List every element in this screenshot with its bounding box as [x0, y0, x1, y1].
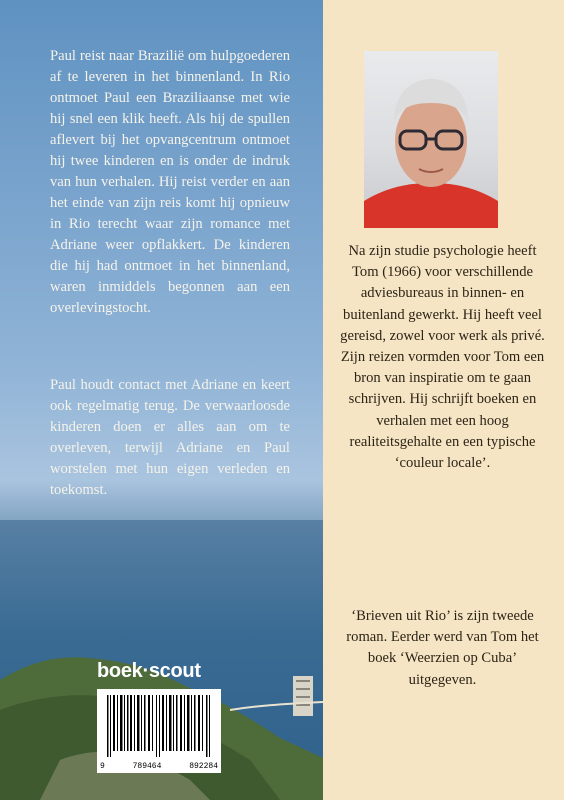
author-bio-paragraph-1: Na zijn studie psychologie heeft Tom (1966) voor verschillende adviesbureaus in binnen- en buitenland gewerkt. Hij heeft veel gereisd, zowel voor werk als privé. Zijn reizen vormden voor Tom een bron van inspiratie om te gaan schrijven. Hij schrijft boeken en verhalen met een hoog realiteitsgehalte en een typische ‘couleur locale’.	[340, 243, 545, 472]
barcode-digit-group-2: 892284	[189, 762, 218, 771]
isbn-barcode	[97, 689, 221, 773]
author-bio-paragraph-2: ‘Brieven uit Rio’ is zijn tweede roman. Eerder werd van Tom het boek ‘Weerzien op Cuba’ uitgegeven.	[346, 608, 539, 688]
barcode-digit-group-1: 789464	[132, 762, 162, 771]
author-photo	[364, 51, 498, 228]
blurb-paragraph-2: Paul houdt contact met Adriane en keert ook regelmatig terug. De verwaarloosde kinderen doen er alles aan om te overleven, terwijl Adriane en Paul worstelen met hun eigen verleden en toekomst.	[50, 377, 290, 498]
blurb-paragraph-1: Paul reist naar Brazilië om hulpgoederen af te leveren in het binnenland. In Rio ontmoet Paul een Braziliaanse met wie hij snel een klik heeft. Als hij de spullen aflevert bij het opvangcentrum ontmoet hij twee kinderen en is onder de indruk van hun verhalen. Hij reist verder en aan het einde van zijn reis komt hij opnieuw in Rio terecht waar zijn romance met Adriane weer opflakkert. De kinderen die hij had ontmoet in het binnenland, waren inmiddels begonnen aan een overlevingstocht.	[50, 48, 290, 316]
barcode-bars	[97, 689, 221, 759]
barcode-digits	[97, 762, 221, 771]
barcode-digit-left: 9	[100, 762, 105, 771]
author-portrait-image	[364, 51, 498, 228]
publisher-logo: boek·scout	[97, 660, 201, 682]
